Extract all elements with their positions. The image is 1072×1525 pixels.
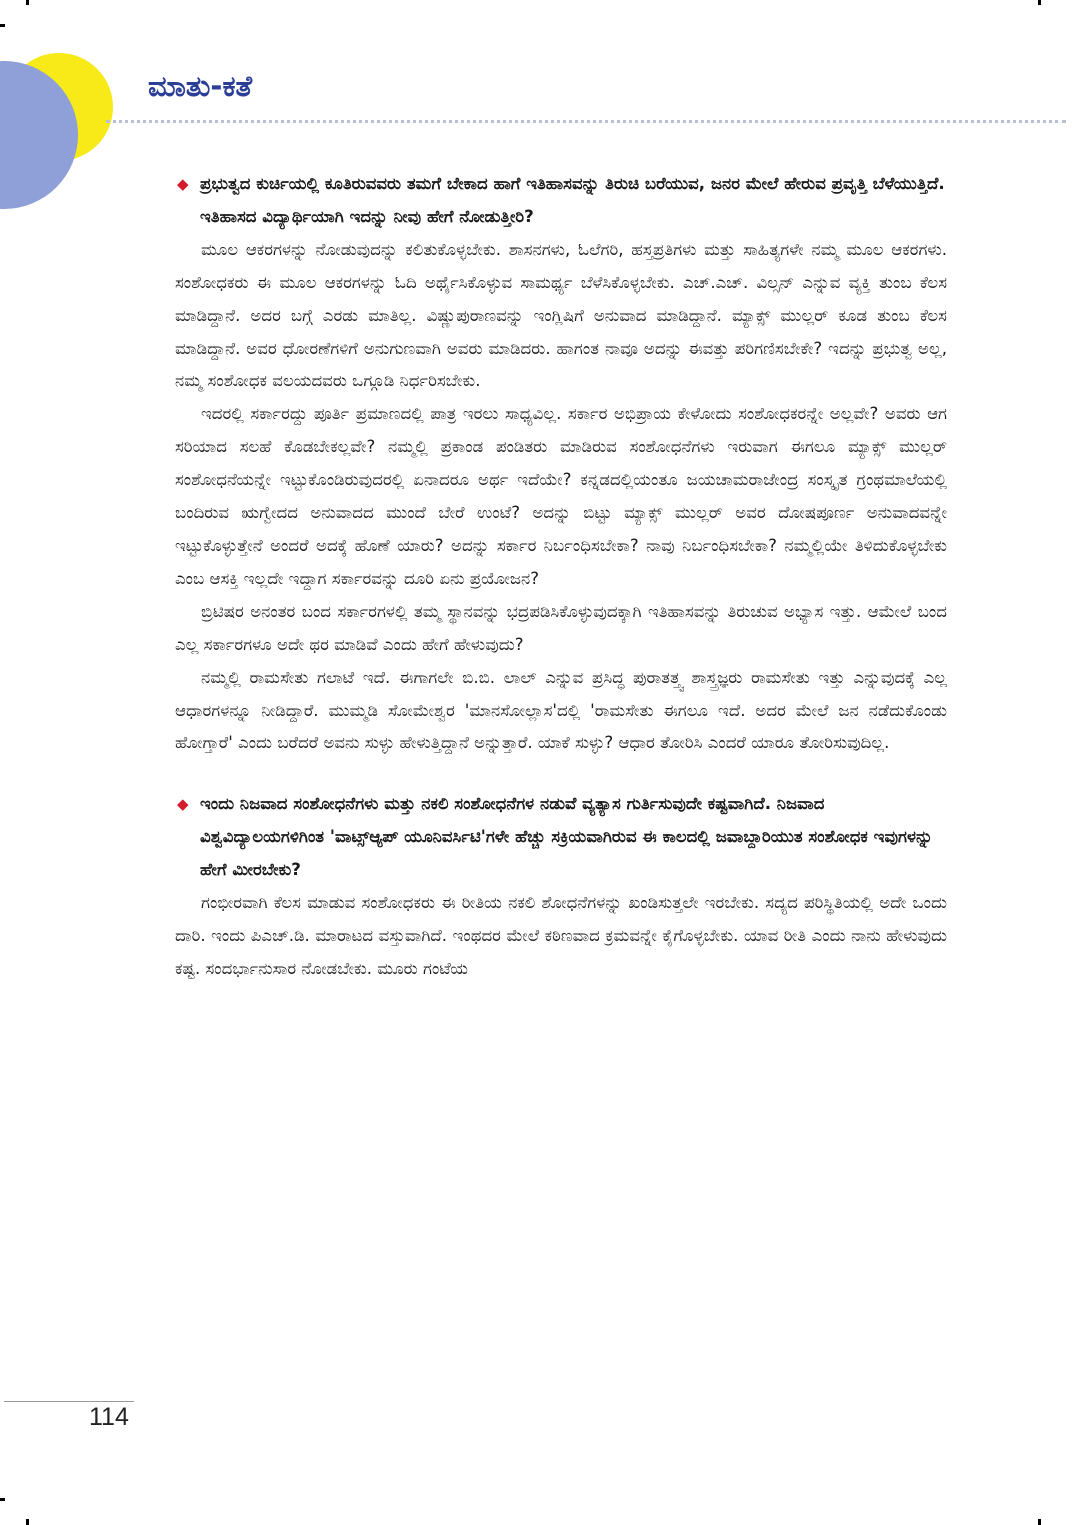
- answer-1-paragraph-3: ಬ್ರಿಟಿಷರ ಅನಂತರ ಬಂದ ಸರ್ಕಾರಗಳಲ್ಲಿ ತಮ್ಮ ಸ್ಥಾನವನ್ನು ಭದ್ರಪಡಿಸಿಕೊಳ್ಳುವುದಕ್ಕಾಗಿ ಇತಿಹಾಸವನ್ನು ತಿರುಚುವ ಅಭ್ಯಾಸ ಇತ್ತು. ಆಮೇಲೆ ಬಂದ ಎಲ್ಲ ಸರ್ಕಾರಗಳೂ ಅದೇ ಥರ ಮಾಡಿವೆ ಎಂದು ಹೇಗೆ ಹೇಳುವುದು?: [175, 601, 947, 654]
- header-dotted-divider: [106, 120, 1066, 123]
- question-1: [175, 168, 947, 234]
- question-1-text: ಪ್ರಭುತ್ವದ ಕುರ್ಚಿಯಲ್ಲಿ ಕೂತಿರುವವರು ತಮಗೆ ಬೇಕಾದ ಹಾಗೆ ಇತಿಹಾಸವನ್ನು ತಿರುಚಿ ಬರೆಯುವ, ಜನರ ಮೇಲೆ ಹೇರುವ ಪ್ರವೃತ್ತಿ ಬೆಳೆಯುತ್ತಿದೆ. ಇತಿಹಾಸದ ವಿದ್ಯಾರ್ಥಿಯಾಗಿ ಇದನ್ನು ನೀವು ಹೇಗೆ ನೋಡುತ್ತೀರಿ?: [200, 174, 945, 226]
- answer-2-paragraph-1: ಗಂಭೀರವಾಗಿ ಕೆಲಸ ಮಾಡುವ ಸಂಶೋಧಕರು ಈ ರೀತಿಯ ನಕಲಿ ಶೋಧನೆಗಳನ್ನು ಖಂಡಿಸುತ್ತಲೇ ಇರಬೇಕು. ಸದ್ಯದ ಪರಿಸ್ಥಿತಿಯಲ್ಲಿ ಅದೇ ಒಂದು ದಾರಿ. ಇಂದು ಪಿಎಚ್.ಡಿ. ಮಾರಾಟದ ವಸ್ತುವಾಗಿದೆ. ಇಂಥದರ ಮೇಲೆ ಕಠಿಣವಾದ ಕ್ರಮವನ್ನೇ ಕೈಗೊಳ್ಳಬೇಕು. ಯಾವ ರೀತಿ ಎಂದು ನಾನು ಹೇಳುವುದು ಕಷ್ಟ. ಸಂದರ್ಭಾನುಸಾರ ನೋಡಬೇಕು. ಮೂರು ಗಂಟೆಯ: [175, 893, 947, 978]
- article-body: [175, 168, 947, 986]
- answer-1-paragraph-4: ನಮ್ಮಲ್ಲಿ ರಾಮಸೇತು ಗಲಾಟೆ ಇದೆ. ಈಗಾಗಲೇ ಬಿ.ಬಿ. ಲಾಲ್ ಎನ್ನುವ ಪ್ರಸಿದ್ಧ ಪುರಾತತ್ತ್ವ ಶಾಸ್ತ್ರಜ್ಞರು ರಾಮಸೇತು ಇತ್ತು ಎನ್ನುವುದಕ್ಕೆ ಎಲ್ಲ ಆಧಾರಗಳನ್ನೂ ನೀಡಿದ್ದಾರೆ. ಮುಮ್ಮಡಿ ಸೋಮೇಶ್ವರ 'ಮಾನಸೋಲ್ಲಾಸ'ದಲ್ಲಿ 'ರಾಮಸೇತು ಈಗಲೂ ಇದೆ. ಅದರ ಮೇಲೆ ಜನ ನಡೆದುಕೊಂಡು ಹೋಗ್ತಾರೆ' ಎಂದು ಬರೆದರೆ ಅವನು ಸುಳ್ಳು ಹೇಳುತ್ತಿದ್ದಾನೆ ಅನ್ನುತ್ತಾರೆ. ಯಾಕೆ ಸುಳ್ಳು? ಆಧಾರ ತೋರಿಸಿ ಎಂದರೆ ಯಾರೂ ತೋರಿಸುವುದಿಲ್ಲ.: [175, 667, 947, 753]
- crop-mark-left-upper: [0, 24, 5, 27]
- question-2: [175, 788, 947, 887]
- diamond-bullet-icon: ◆: [177, 175, 189, 193]
- section-title: ಮಾತು-ಕತೆ: [148, 69, 253, 103]
- diamond-bullet-icon: ◆: [177, 795, 189, 814]
- crop-mark-top-right: [1038, 0, 1041, 5]
- question-2-text: ಇಂದು ನಿಜವಾದ ಸಂಶೋಧನೆಗಳು ಮತ್ತು ನಕಲಿ ಸಂಶೋಧನೆಗಳ ನಡುವೆ ವ್ಯತ್ಯಾಸ ಗುರ್ತಿಸುವುದೇ ಕಷ್ಟವಾಗಿದೆ. ನಿಜವಾದ ವಿಶ್ವವಿದ್ಯಾಲಯಗಳಿಗಿಂತ 'ವಾಟ್ಸ್ಆ್ಯಪ್ ಯೂನಿವರ್ಸಿಟಿ'ಗಳೇ ಹೆಚ್ಚು ಸಕ್ರಿಯವಾಗಿರುವ ಈ ಕಾಲದಲ್ಲಿ ಜವಾಬ್ದಾರಿಯುತ ಸಂಶೋಧಕ ಇವುಗಳನ್ನು ಹೇಗೆ ಮೀರಬೇಕು?: [200, 794, 933, 880]
- section-gap: [175, 760, 947, 788]
- crop-mark-left-lower: [0, 1498, 5, 1501]
- answer-1-paragraph-2: ಇದರಲ್ಲಿ ಸರ್ಕಾರದ್ದು ಪೂರ್ತಿ ಪ್ರಮಾಣದಲ್ಲಿ ಪಾತ್ರ ಇರಲು ಸಾಧ್ಯವಿಲ್ಲ. ಸರ್ಕಾರ ಅಭಿಪ್ರಾಯ ಕೇಳೋದು ಸಂಶೋಧಕರನ್ನೇ ಅಲ್ಲವೇ? ಅವರು ಆಗ ಸರಿಯಾದ ಸಲಹೆ ಕೊಡಬೇಕಲ್ಲವೇ? ನಮ್ಮಲ್ಲಿ ಪ್ರಕಾಂಡ ಪಂಡಿತರು ಮಾಡಿರುವ ಸಂಶೋಧನೆಗಳು ಇರುವಾಗ ಈಗಲೂ ಮ್ಯಾಕ್ಸ್ ಮುಲ್ಲರ್ ಸಂಶೋಧನೆಯನ್ನೇ ಇಟ್ಟುಕೊಂಡಿರುವುದರಲ್ಲಿ ಏನಾದರೂ ಅರ್ಥ ಇದೆಯೇ? ಕನ್ನಡದಲ್ಲಿಯಂತೂ ಜಯಚಾಮರಾಜೇಂದ್ರ ಸಂಸ್ಕೃತ ಗ್ರಂಥಮಾಲೆಯಲ್ಲಿ ಬಂದಿರುವ ಋಗ್ವೇದದ ಅನುವಾದದ ಮುಂದೆ ಬೇರೆ ಉಂಟೆ? ಅದನ್ನು ಬಿಟ್ಟು ಮ್ಯಾಕ್ಸ್ ಮುಲ್ಲರ್ ಅವರ ದೋಷಪೂರ್ಣ ಅನುವಾದವನ್ನೇ ಇಟ್ಟುಕೊಳ್ಳುತ್ತೇನೆ ಅಂದರೆ ಅದಕ್ಕೆ ಹೊಣೆ ಯಾರು? ಅದನ್ನು ಸರ್ಕಾರ ನಿರ್ಬಂಧಿಸಬೇಕಾ? ನಾವು ನಿರ್ಬಂಧಿಸಬೇಕಾ? ನಮ್ಮಲ್ಲಿಯೇ ತಿಳಿದುಕೊಳ್ಳಬೇಕು ಎಂಬ ಆಸಕ್ತಿ ಇಲ್ಲದೇ ಇದ್ದಾಗ ಸರ್ಕಾರವನ್ನು ದೂರಿ ಏನು ಪ್ರಯೋಜನ?: [175, 404, 947, 588]
- page-number: 114: [89, 1403, 129, 1431]
- answer-1-paragraph-1: ಮೂಲ ಆಕರಗಳನ್ನು ನೋಡುವುದನ್ನು ಕಲಿತುಕೊಳ್ಳಬೇಕು. ಶಾಸನಗಳು, ಓಲೆಗರಿ, ಹಸ್ತಪ್ರತಿಗಳು ಮತ್ತು ಸಾಹಿತ್ಯಗಳೇ ನಮ್ಮ ಮೂಲ ಆಕರಗಳು. ಸಂಶೋಧಕರು ಈ ಮೂಲ ಆಕರಗಳನ್ನು ಓದಿ ಅರ್ಥೈಸಿಕೊಳ್ಳುವ ಸಾಮರ್ಥ್ಯ ಬೆಳೆಸಿಕೊಳ್ಳಬೇಕು. ಎಚ್.ಎಚ್. ವಿಲ್ಸನ್ ಎನ್ನುವ ವ್ಯಕ್ತಿ ತುಂಬ ಕೆಲಸ ಮಾಡಿದ್ದಾನೆ. ಅದರ ಬಗ್ಗೆ ಎರಡು ಮಾತಿಲ್ಲ. ವಿಷ್ಣುಪುರಾಣವನ್ನು ಇಂಗ್ಲಿಷಿಗೆ ಅನುವಾದ ಮಾಡಿದ್ದಾನೆ. ಮ್ಯಾಕ್ಸ್ ಮುಲ್ಲರ್ ಕೂಡ ತುಂಬ ಕೆಲಸ ಮಾಡಿದ್ದಾನೆ. ಅವರ ಧೋರಣೆಗಳಿಗೆ ಅನುಗುಣವಾಗಿ ಅವರು ಮಾಡಿದರು. ಹಾಗಂತ ನಾವೂ ಅದನ್ನು ಈವತ್ತು ಪರಿಗಣಿಸಬೇಕೇ? ಇದನ್ನು ಪ್ರಭುತ್ವ ಅಲ್ಲ, ನಮ್ಮ ಸಂಶೋಧಕ ವಲಯದವರು ಒಗ್ಗೂಡಿ ನಿರ್ಧರಿಸಬೇಕು.: [175, 239, 947, 391]
- crop-mark-top-left: [26, 0, 29, 5]
- crop-mark-bottom-right: [1038, 1519, 1041, 1525]
- crop-mark-bottom-left: [26, 1519, 29, 1525]
